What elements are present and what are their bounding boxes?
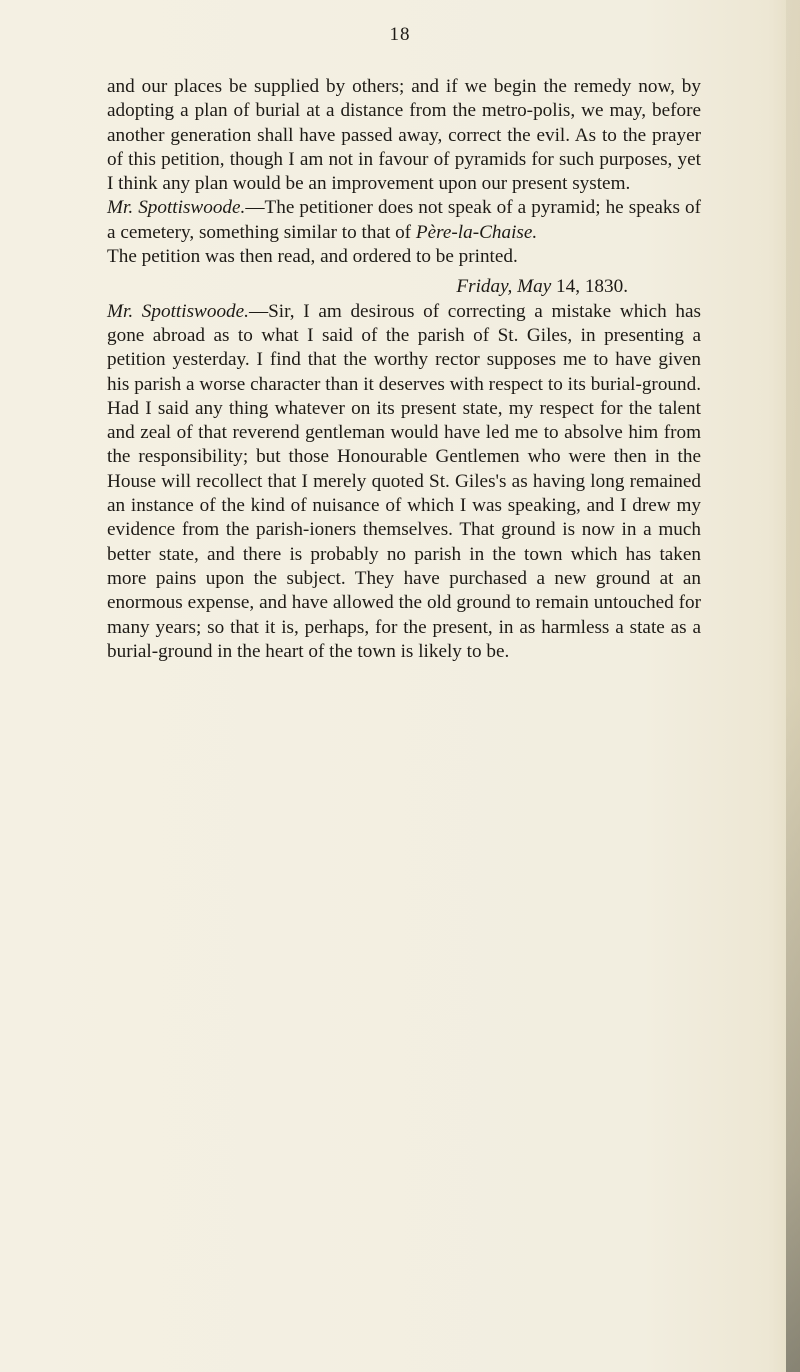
date-rest: 14, 1830. xyxy=(551,276,628,298)
page-edge-shadow xyxy=(786,0,800,1372)
body-text xyxy=(107,75,701,664)
date-heading xyxy=(107,275,701,299)
date-day: Friday, xyxy=(456,276,513,298)
paragraph-2-text: —The petitioner does not speak of a pyramid; he speaks of a cemetery, something similar to that of xyxy=(107,197,701,243)
paragraph-4 xyxy=(107,300,701,664)
speaker-name: Mr. Spottiswoode. xyxy=(107,197,246,219)
paragraph-3: The petition was then read, and ordered to be printed. xyxy=(107,246,518,268)
place-name: Père-la-Chaise. xyxy=(415,221,538,243)
speaker-name: Mr. Spottiswoode. xyxy=(107,300,249,322)
paragraph-1: and our places be supplied by others; and if we begin the remedy now, by adopting a plan of burial at a distance from the metro-polis, we may, before another generation shall have passed away, correct the evil. As to the prayer of this petition, though I am not in favour of pyramids for such purposes, yet I think any plan would be an improvement upon our present system. xyxy=(107,76,701,195)
paragraph-2 xyxy=(107,196,701,245)
date-month: May xyxy=(517,276,552,298)
page-number: 18 xyxy=(389,24,411,45)
paragraph-4-text: —Sir, I am desirous of correcting a mistake which has gone abroad as to what I said of the parish of St. Giles, in presenting a petition yesterday. I find that the worthy rector supposes me to have given his parish a worse character than it deserves with respect to its burial-ground. Had I said any thing whatever on its present state, my respect for the talent and zeal of that reverend gentleman would have led me to absolve him from the responsibility; but those Honourable Gentlemen who were then in the House will recollect that I merely quoted St. Giles's as having long remained an instance of the kind of nuisance of which I was speaking, and I drew my evidence from the parish-ioners themselves. That ground is now in a much better state, and there is probably no parish in the town which has taken more pains upon the subject. They have purchased a new ground at an enormous expense, and have allowed the old ground to remain untouched for many years; so that it is, perhaps, for the present, in as harmless a state as a burial-ground in the heart of the town is likely to be. xyxy=(107,300,701,662)
